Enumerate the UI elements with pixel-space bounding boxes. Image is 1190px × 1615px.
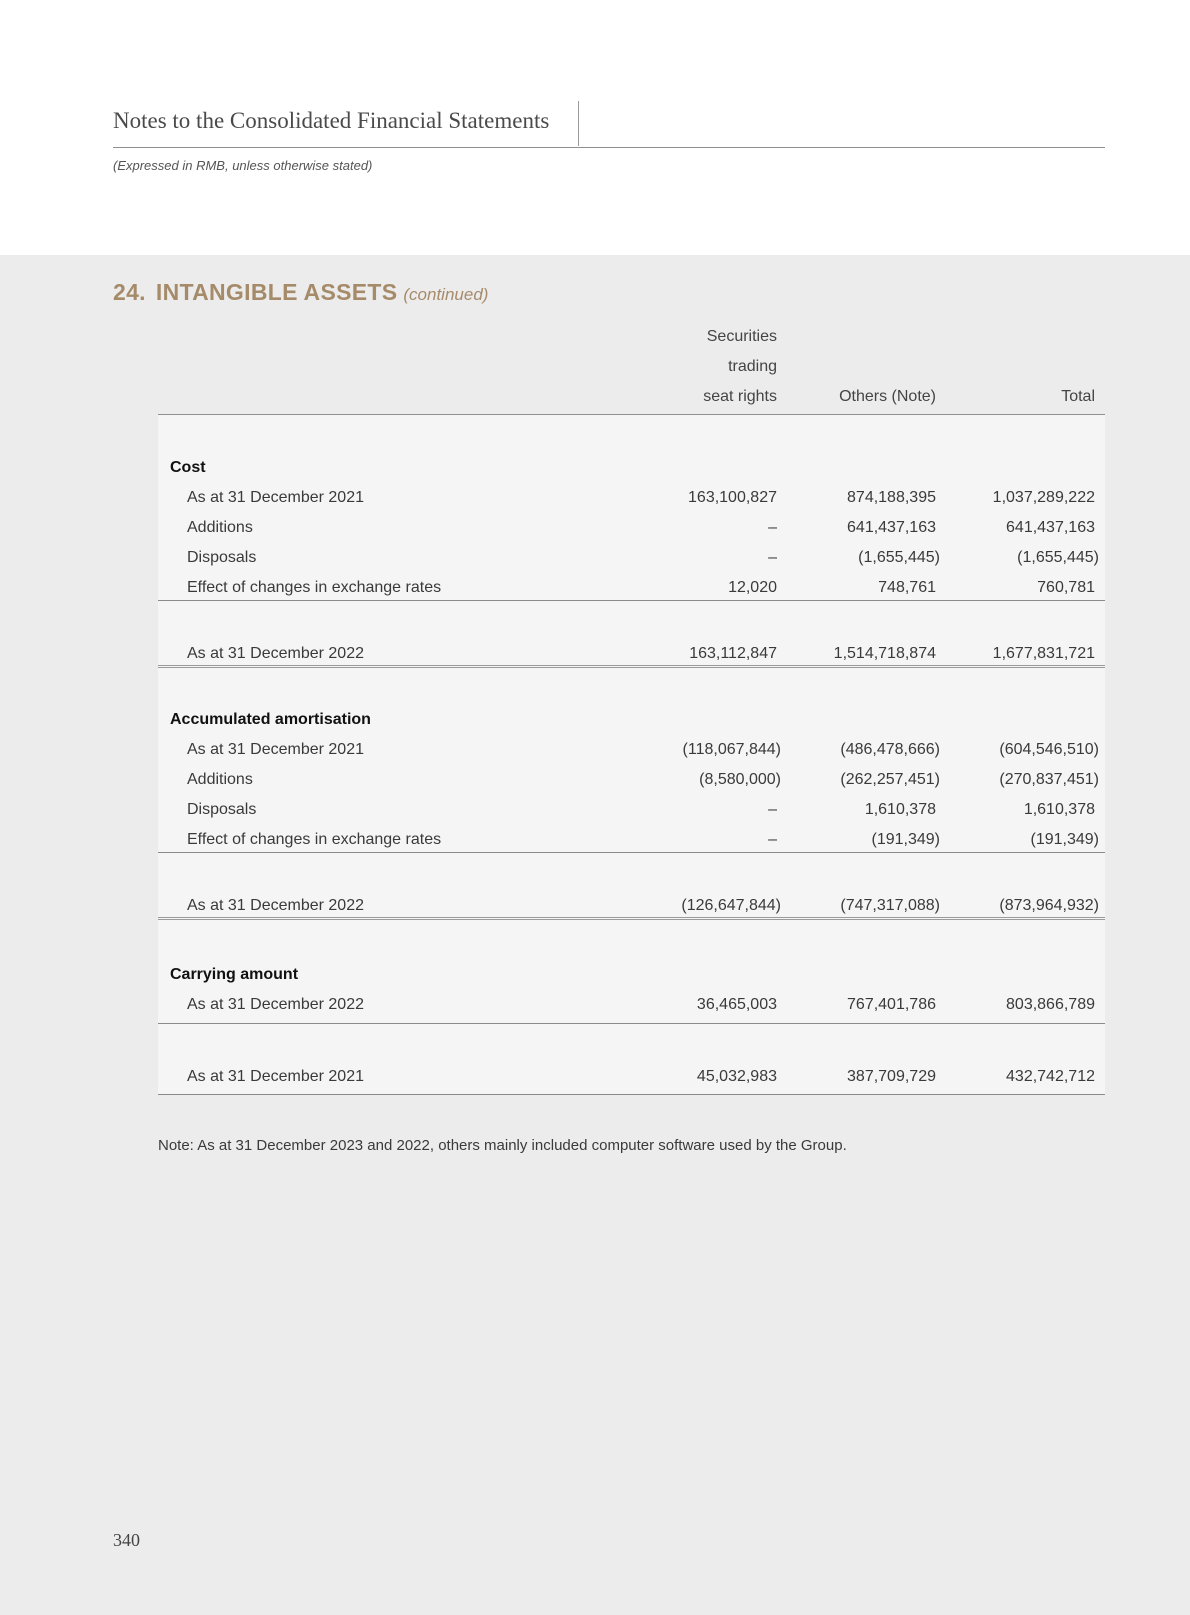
amort-fx-label: Effect of changes in exchange rates xyxy=(187,831,442,848)
cost-additions-total: 641,437,163 xyxy=(1006,519,1095,536)
carrying-2022-rule xyxy=(158,1023,1105,1024)
carrying-2022-total: 803,866,789 xyxy=(1006,996,1095,1013)
cost-close-others: 1,514,718,874 xyxy=(833,645,936,662)
cost-disposals-total: (1,655,445) xyxy=(1017,549,1099,566)
amort-disposals-label: Disposals xyxy=(187,801,257,818)
section-continued: (continued) xyxy=(403,285,489,304)
carrying-2022-label: As at 31 December 2022 xyxy=(187,996,364,1013)
cost-fx-others: 748,761 xyxy=(878,579,936,596)
cost-close-total: 1,677,831,721 xyxy=(992,645,1095,662)
amort-fx-others: (191,349) xyxy=(871,831,940,848)
carrying-2022-others: 767,401,786 xyxy=(847,996,936,1013)
cost-open-total: 1,037,289,222 xyxy=(992,489,1095,506)
amort-open-others: (486,478,666) xyxy=(840,741,940,758)
cost-open-label: As at 31 December 2021 xyxy=(187,489,364,506)
amort-additions-securities: (8,580,000) xyxy=(699,771,781,788)
amort-close-others: (747,317,088) xyxy=(840,897,940,914)
cost-additions-others: 641,437,163 xyxy=(847,519,936,536)
cost-disposals-label: Disposals xyxy=(187,549,257,566)
cost-close-label: As at 31 December 2022 xyxy=(187,645,364,662)
col-header-others: Others (Note) xyxy=(839,388,936,405)
carrying-heading: Carrying amount xyxy=(170,966,299,983)
cost-additions-securities: – xyxy=(768,519,777,536)
amort-additions-label: Additions xyxy=(187,771,253,788)
cost-fx-total: 760,781 xyxy=(1037,579,1095,596)
cost-heading: Cost xyxy=(170,459,206,476)
section-number: 24. xyxy=(113,279,146,305)
col-header-securities-line2: trading xyxy=(728,358,777,375)
section-title xyxy=(113,279,488,306)
carrying-2021-others: 387,709,729 xyxy=(847,1068,936,1085)
amort-total-rule xyxy=(158,917,1105,920)
table-note: Note: As at 31 December 2023 and 2022, others mainly included computer software used by the Group. xyxy=(158,1137,847,1154)
carrying-2021-securities: 45,032,983 xyxy=(696,1068,777,1085)
amort-close-label: As at 31 December 2022 xyxy=(187,897,364,914)
amort-open-total: (604,546,510) xyxy=(999,741,1099,758)
cost-fx-securities: 12,020 xyxy=(728,579,777,596)
cost-disposals-others: (1,655,445) xyxy=(858,549,940,566)
cost-open-securities: 163,100,827 xyxy=(688,489,777,506)
amort-open-label: As at 31 December 2021 xyxy=(187,741,364,758)
amort-fx-total: (191,349) xyxy=(1030,831,1099,848)
col-header-securities-line1: Securities xyxy=(706,328,777,345)
page-number: 340 xyxy=(113,1530,140,1550)
cost-fx-label: Effect of changes in exchange rates xyxy=(187,579,442,596)
amortisation-heading: Accumulated amortisation xyxy=(170,711,371,728)
amort-disposals-others: 1,610,378 xyxy=(864,801,936,818)
amort-additions-total: (270,837,451) xyxy=(999,771,1099,788)
amort-fx-securities: – xyxy=(768,831,777,848)
cost-open-others: 874,188,395 xyxy=(847,489,936,506)
cost-close-securities: 163,112,847 xyxy=(689,645,777,662)
header-rule xyxy=(113,147,1105,148)
col-header-total: Total xyxy=(1061,388,1095,405)
header-title: Notes to the Consolidated Financial Statements xyxy=(113,108,550,133)
amort-disposals-securities: – xyxy=(768,801,777,818)
section-name: INTANGIBLE ASSETS xyxy=(155,279,398,305)
carrying-2022-securities: 36,465,003 xyxy=(696,996,777,1013)
cost-disposals-securities: – xyxy=(768,549,777,566)
header-divider xyxy=(578,101,579,146)
amort-disposals-total: 1,610,378 xyxy=(1023,801,1095,818)
amort-open-securities: (118,067,844) xyxy=(682,741,781,758)
col-header-securities-line3: seat rights xyxy=(703,388,777,405)
amort-close-securities: (126,647,844) xyxy=(681,897,781,914)
header-subtitle: (Expressed in RMB, unless otherwise stated) xyxy=(113,158,373,173)
amort-close-total: (873,964,932) xyxy=(999,897,1099,914)
carrying-2021-total: 432,742,712 xyxy=(1006,1068,1095,1085)
amort-additions-others: (262,257,451) xyxy=(840,771,940,788)
cost-total-rule xyxy=(158,665,1105,668)
amort-subtotal-rule xyxy=(158,852,1105,853)
carrying-2021-rule xyxy=(158,1094,1105,1095)
cost-subtotal-rule xyxy=(158,600,1105,601)
carrying-2021-label: As at 31 December 2021 xyxy=(187,1068,364,1085)
cost-additions-label: Additions xyxy=(187,519,253,536)
